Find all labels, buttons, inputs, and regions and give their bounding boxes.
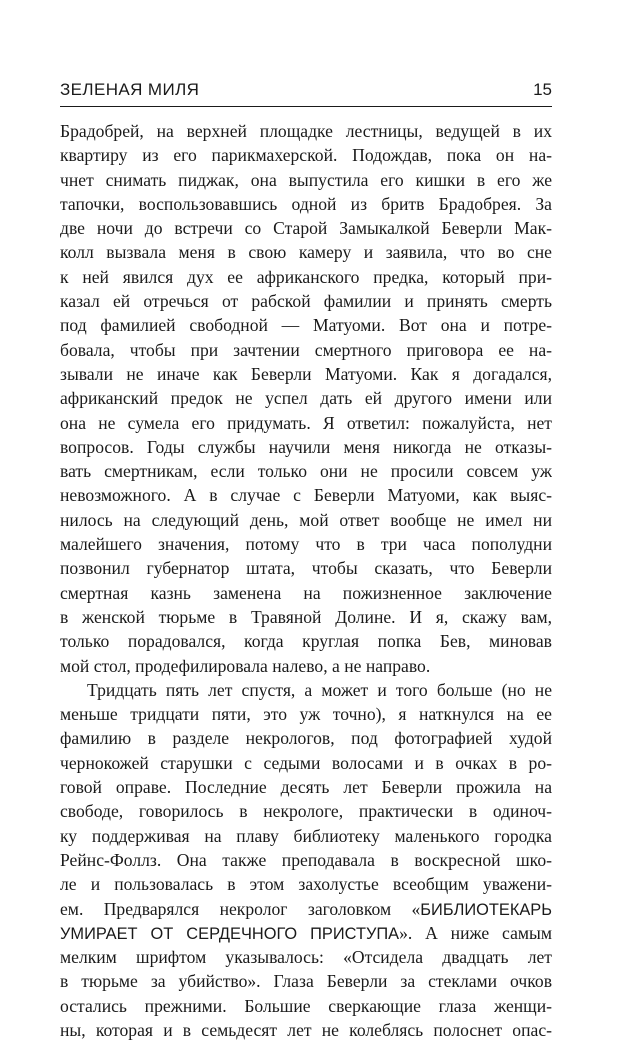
headline-fragment: БИБЛИОТЕКАРЬ xyxy=(420,900,552,919)
text-line: под фамилией свободной — Матуоми. Вот она и потре- xyxy=(60,315,552,336)
text-line: вопросов. Годы службы научили меня никогда не отказы- xyxy=(60,436,552,457)
running-head xyxy=(60,78,552,100)
book-title: ЗЕЛЕНАЯ МИЛЯ xyxy=(60,80,200,99)
text-line xyxy=(60,921,552,945)
text-line: говой оправе. Последние десять лет Беверли прожила на xyxy=(60,777,552,798)
text-fragment: ». А ниже самым xyxy=(399,922,552,943)
text-line: позвонил губернатор штата, чтобы сказать, что Беверли xyxy=(60,558,552,579)
text-line: Брадобрей, на верхней площадке лестницы, ведущей в их xyxy=(60,121,552,141)
text-line: Рейнс-Фоллз. Она также преподавала в воскресной шко- xyxy=(60,849,552,870)
text-line: африканский предок не успел дать ей другого имени или xyxy=(60,388,552,409)
text-line: фамилию в разделе некрологов, под фотографией худой xyxy=(60,728,552,749)
text-line: малейшего значения, потому что в три часа пополудни xyxy=(60,534,552,555)
text-line: остались прежними. Большие сверкающие глаза женщи- xyxy=(60,995,552,1016)
text-line: чнет снимать пиджак, она выпустила его кишки в его же xyxy=(60,169,552,190)
text-line: невозможного. А в случае с Беверли Матуоми, как выяс- xyxy=(60,485,552,506)
text-line: мелким шрифтом указывалось: «Отсидела двадцать лет xyxy=(60,947,552,968)
text-line: мой стол, продефилировала налево, а не направо. xyxy=(60,655,431,676)
body-text xyxy=(60,119,552,1042)
text-fragment: ем. Предварялся некролог заголовком « xyxy=(60,898,421,919)
headline-fragment: УМИРАЕТ ОТ СЕРДЕЧНОГО ПРИСТУПА xyxy=(60,924,400,943)
text-line: две ночи до встречи со Старой Замыкалкой Беверли Мак- xyxy=(60,218,552,239)
text-line: свободе, говорилось в некрологе, практически в одиноч- xyxy=(60,801,552,822)
text-line xyxy=(60,897,552,921)
text-line: Тридцать пять лет спустя, а может и того больше (но не xyxy=(87,679,552,700)
text-line: казал ей отречься от рабской фамилии и принять смерть xyxy=(60,291,552,312)
text-line: ны, которая и в семьдесят лет не колеблясь полоснет опас- xyxy=(60,1019,552,1040)
text-line: смертная казнь заменена на пожизненное заключение xyxy=(60,582,552,603)
text-line: ле и пользовалась в этом захолустье всеобщим уважени- xyxy=(60,874,552,895)
text-line: ку поддерживая на плаву библиотеку маленького городка xyxy=(60,825,552,846)
header-rule xyxy=(60,106,552,107)
text-line: колл вызвала меня в свою камеру и заявила, что во сне xyxy=(60,242,552,263)
text-line: только порадовался, когда круглая попка Бев, миновав xyxy=(60,631,552,652)
text-line: нилось на следующий день, мой ответ вообще не имел ни xyxy=(60,509,552,530)
text-line: квартиру из его парикмахерской. Подождав, пока он на- xyxy=(60,145,552,166)
text-line: меньше тридцати пяти, это уж точно), я наткнулся на ее xyxy=(60,704,552,725)
text-line: к ней явился дух ее африканского предка, который при- xyxy=(60,266,552,287)
text-line: в женской тюрьме в Травяной Долине. И я, скажу вам, xyxy=(60,606,552,627)
page-number: 15 xyxy=(533,80,552,99)
text-line: зывали не иначе как Беверли Матуоми. Как я догадался, xyxy=(60,363,552,384)
text-line: она не сумела его придумать. Я ответил: пожалуйста, нет xyxy=(60,412,552,433)
text-line: бовала, чтобы при зачтении смертного приговора ее на- xyxy=(60,339,552,360)
text-line: тапочки, воспользовавшись одной из бритв Брадобрея. За xyxy=(60,193,552,214)
text-line: в тюрьме за убийство». Глаза Беверли за стеклами очков xyxy=(60,971,552,992)
text-line: вать смертникам, если только они не просили совсем уж xyxy=(60,461,552,482)
text-line: чернокожей старушки с седыми волосами и в очках в ро- xyxy=(60,752,552,773)
